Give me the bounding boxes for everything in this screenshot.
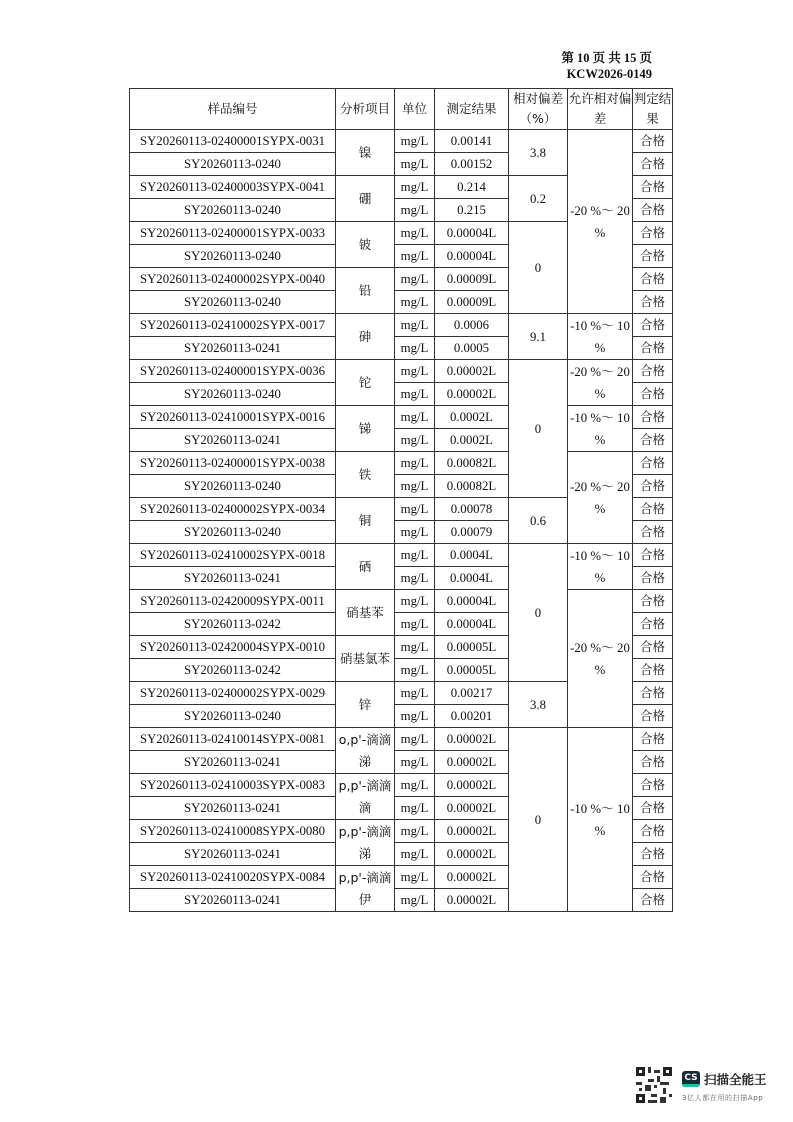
analysis-item-cell: 硝基氯苯: [336, 636, 395, 682]
verdict-cell: 合格: [633, 728, 673, 751]
unit-cell: mg/L: [395, 268, 435, 291]
unit-cell: mg/L: [395, 452, 435, 475]
analysis-item-cell: o,p'-滴滴涕: [336, 728, 395, 774]
sample-id-cell: SY20260113-0241: [130, 843, 336, 866]
result-cell: 0.00005L: [435, 659, 509, 682]
result-cell: 0.00002L: [435, 774, 509, 797]
allowed-deviation-cell: -10 %～ 10 %: [568, 406, 633, 452]
table-body: [130, 130, 673, 912]
result-cell: 0.00152: [435, 153, 509, 176]
result-cell: 0.0002L: [435, 429, 509, 452]
sample-id-cell: SY20260113-02400001SYPX-0036: [130, 360, 336, 383]
allowed-deviation-cell: -10 %～ 10 %: [568, 728, 633, 912]
sample-id-cell: SY20260113-02410008SYPX-0080: [130, 820, 336, 843]
result-cell: 0.00004L: [435, 613, 509, 636]
verdict-cell: 合格: [633, 613, 673, 636]
verdict-cell: 合格: [633, 866, 673, 889]
unit-cell: mg/L: [395, 475, 435, 498]
sample-id-cell: SY20260113-0241: [130, 797, 336, 820]
sample-id-cell: SY20260113-0240: [130, 521, 336, 544]
unit-cell: mg/L: [395, 199, 435, 222]
unit-cell: mg/L: [395, 659, 435, 682]
unit-cell: mg/L: [395, 176, 435, 199]
verdict-cell: 合格: [633, 291, 673, 314]
sample-id-cell: SY20260113-0240: [130, 475, 336, 498]
header-analysis-item: 分析项目: [336, 89, 395, 130]
unit-cell: mg/L: [395, 797, 435, 820]
unit-cell: mg/L: [395, 429, 435, 452]
sample-id-cell: SY20260113-02410020SYPX-0084: [130, 866, 336, 889]
result-cell: 0.00201: [435, 705, 509, 728]
result-cell: 0.00002L: [435, 843, 509, 866]
verdict-cell: 合格: [633, 521, 673, 544]
sample-id-cell: SY20260113-02400002SYPX-0034: [130, 498, 336, 521]
unit-cell: mg/L: [395, 682, 435, 705]
result-cell: 0.214: [435, 176, 509, 199]
result-cell: 0.0005: [435, 337, 509, 360]
sample-id-cell: SY20260113-0240: [130, 705, 336, 728]
sample-id-cell: SY20260113-02400001SYPX-0033: [130, 222, 336, 245]
sample-id-cell: SY20260113-02400002SYPX-0040: [130, 268, 336, 291]
verdict-cell: 合格: [633, 199, 673, 222]
unit-cell: mg/L: [395, 567, 435, 590]
sample-id-cell: SY20260113-0241: [130, 889, 336, 912]
unit-cell: mg/L: [395, 590, 435, 613]
relative-deviation-cell: 0: [509, 360, 568, 498]
unit-cell: mg/L: [395, 544, 435, 567]
relative-deviation-cell: 9.1: [509, 314, 568, 360]
qc-results-table: [129, 88, 673, 912]
table-row: [130, 728, 673, 751]
result-cell: 0.00004L: [435, 590, 509, 613]
unit-cell: mg/L: [395, 153, 435, 176]
verdict-cell: 合格: [633, 130, 673, 153]
result-cell: 0.00002L: [435, 866, 509, 889]
sample-id-cell: SY20260113-0242: [130, 659, 336, 682]
analysis-item-cell: 锑: [336, 406, 395, 452]
unit-cell: mg/L: [395, 820, 435, 843]
verdict-cell: 合格: [633, 429, 673, 452]
analysis-item-cell: 硼: [336, 176, 395, 222]
verdict-cell: 合格: [633, 406, 673, 429]
unit-cell: mg/L: [395, 130, 435, 153]
unit-cell: mg/L: [395, 360, 435, 383]
app-name: 扫描全能王: [704, 1072, 767, 1087]
relative-deviation-cell: 0: [509, 222, 568, 314]
sample-id-cell: SY20260113-0240: [130, 153, 336, 176]
sample-id-cell: SY20260113-0240: [130, 291, 336, 314]
unit-cell: mg/L: [395, 314, 435, 337]
verdict-cell: 合格: [633, 774, 673, 797]
scanner-watermark: [636, 1067, 776, 1111]
sample-id-cell: SY20260113-0241: [130, 429, 336, 452]
table-header-row: [130, 89, 673, 130]
verdict-cell: 合格: [633, 820, 673, 843]
result-cell: 0.0006: [435, 314, 509, 337]
unit-cell: mg/L: [395, 521, 435, 544]
verdict-cell: 合格: [633, 590, 673, 613]
unit-cell: mg/L: [395, 613, 435, 636]
sample-id-cell: SY20260113-0241: [130, 567, 336, 590]
sample-id-cell: SY20260113-02420009SYPX-0011: [130, 590, 336, 613]
sample-id-cell: SY20260113-0240: [130, 245, 336, 268]
verdict-cell: 合格: [633, 222, 673, 245]
sample-id-cell: SY20260113-0240: [130, 383, 336, 406]
result-cell: 0.00079: [435, 521, 509, 544]
result-cell: 0.00002L: [435, 383, 509, 406]
unit-cell: mg/L: [395, 222, 435, 245]
unit-cell: mg/L: [395, 774, 435, 797]
relative-deviation-cell: 0.6: [509, 498, 568, 544]
unit-cell: mg/L: [395, 245, 435, 268]
relative-deviation-cell: 3.8: [509, 130, 568, 176]
analysis-item-cell: 锌: [336, 682, 395, 728]
sample-id-cell: SY20260113-02400001SYPX-0031: [130, 130, 336, 153]
unit-cell: mg/L: [395, 705, 435, 728]
analysis-item-cell: p,p'-滴滴涕: [336, 820, 395, 866]
verdict-cell: 合格: [633, 337, 673, 360]
sample-id-cell: SY20260113-0241: [130, 751, 336, 774]
sample-id-cell: SY20260113-02410014SYPX-0081: [130, 728, 336, 751]
header-unit: 单位: [395, 89, 435, 130]
table-row: [130, 544, 673, 567]
unit-cell: mg/L: [395, 406, 435, 429]
unit-cell: mg/L: [395, 291, 435, 314]
header-allowed-deviation: 允许相对偏差: [568, 89, 633, 130]
result-cell: 0.00078: [435, 498, 509, 521]
verdict-cell: 合格: [633, 498, 673, 521]
verdict-cell: 合格: [633, 452, 673, 475]
analysis-item-cell: p,p'-滴滴滴: [336, 774, 395, 820]
sample-id-cell: SY20260113-02400001SYPX-0038: [130, 452, 336, 475]
relative-deviation-cell: 0: [509, 728, 568, 912]
analysis-item-cell: 镍: [336, 130, 395, 176]
verdict-cell: 合格: [633, 475, 673, 498]
verdict-cell: 合格: [633, 659, 673, 682]
result-cell: 0.0004L: [435, 567, 509, 590]
allowed-deviation-cell: -10 %～ 10 %: [568, 544, 633, 590]
sample-id-cell: SY20260113-02410002SYPX-0018: [130, 544, 336, 567]
table-row: [130, 314, 673, 337]
camscanner-logo-icon: CS: [682, 1071, 700, 1087]
verdict-cell: 合格: [633, 153, 673, 176]
unit-cell: mg/L: [395, 636, 435, 659]
allowed-deviation-cell: -20 %～ 20 %: [568, 452, 633, 544]
result-cell: 0.00009L: [435, 291, 509, 314]
table-row: [130, 360, 673, 383]
relative-deviation-cell: 0: [509, 544, 568, 682]
allowed-deviation-cell: -20 %～ 20 %: [568, 590, 633, 728]
unit-cell: mg/L: [395, 889, 435, 912]
result-cell: 0.00004L: [435, 222, 509, 245]
result-cell: 0.0002L: [435, 406, 509, 429]
table-row: [130, 452, 673, 475]
analysis-item-cell: 砷: [336, 314, 395, 360]
result-cell: 0.0004L: [435, 544, 509, 567]
result-cell: 0.00002L: [435, 360, 509, 383]
header-sample-id: 样品编号: [130, 89, 336, 130]
unit-cell: mg/L: [395, 728, 435, 751]
verdict-cell: 合格: [633, 245, 673, 268]
result-cell: 0.00217: [435, 682, 509, 705]
result-cell: 0.00082L: [435, 452, 509, 475]
header-result: 测定结果: [435, 89, 509, 130]
analysis-item-cell: p,p'-滴滴伊: [336, 866, 395, 912]
result-cell: 0.00002L: [435, 751, 509, 774]
header-relative-deviation: 相对偏差（%）: [509, 89, 568, 130]
table-row: [130, 590, 673, 613]
relative-deviation-cell: 3.8: [509, 682, 568, 728]
result-cell: 0.00141: [435, 130, 509, 153]
verdict-cell: 合格: [633, 544, 673, 567]
sample-id-cell: SY20260113-0242: [130, 613, 336, 636]
analysis-item-cell: 铜: [336, 498, 395, 544]
result-cell: 0.00002L: [435, 797, 509, 820]
report-number: KCW2026-0149: [566, 67, 652, 81]
verdict-cell: 合格: [633, 843, 673, 866]
allowed-deviation-cell: -10 %～ 10 %: [568, 314, 633, 360]
app-slogan: 3亿人都在用的扫描App: [682, 1094, 764, 1102]
analysis-item-cell: 铍: [336, 222, 395, 268]
result-cell: 0.215: [435, 199, 509, 222]
sample-id-cell: SY20260113-02400003SYPX-0041: [130, 176, 336, 199]
verdict-cell: 合格: [633, 383, 673, 406]
verdict-cell: 合格: [633, 360, 673, 383]
verdict-cell: 合格: [633, 705, 673, 728]
analysis-item-cell: 硝基苯: [336, 590, 395, 636]
relative-deviation-cell: 0.2: [509, 176, 568, 222]
verdict-cell: 合格: [633, 314, 673, 337]
unit-cell: mg/L: [395, 337, 435, 360]
sample-id-cell: SY20260113-02420004SYPX-0010: [130, 636, 336, 659]
verdict-cell: 合格: [633, 636, 673, 659]
table-row: [130, 130, 673, 153]
result-cell: 0.00002L: [435, 728, 509, 751]
sample-id-cell: SY20260113-02410001SYPX-0016: [130, 406, 336, 429]
result-cell: 0.00002L: [435, 820, 509, 843]
sample-id-cell: SY20260113-0240: [130, 199, 336, 222]
analysis-item-cell: 硒: [336, 544, 395, 590]
table-row: [130, 406, 673, 429]
sample-id-cell: SY20260113-02410002SYPX-0017: [130, 314, 336, 337]
analysis-item-cell: 铁: [336, 452, 395, 498]
page-indicator: 第 10 页 共 15 页: [561, 51, 652, 65]
header-verdict: 判定结果: [633, 89, 673, 130]
unit-cell: mg/L: [395, 751, 435, 774]
result-cell: 0.00005L: [435, 636, 509, 659]
verdict-cell: 合格: [633, 176, 673, 199]
result-cell: 0.00082L: [435, 475, 509, 498]
result-cell: 0.00009L: [435, 268, 509, 291]
verdict-cell: 合格: [633, 797, 673, 820]
allowed-deviation-cell: -20 %～ 20 %: [568, 130, 633, 314]
unit-cell: mg/L: [395, 498, 435, 521]
unit-cell: mg/L: [395, 383, 435, 406]
analysis-item-cell: 铊: [336, 360, 395, 406]
sample-id-cell: SY20260113-02410003SYPX-0083: [130, 774, 336, 797]
verdict-cell: 合格: [633, 751, 673, 774]
unit-cell: mg/L: [395, 843, 435, 866]
verdict-cell: 合格: [633, 268, 673, 291]
unit-cell: mg/L: [395, 866, 435, 889]
verdict-cell: 合格: [633, 682, 673, 705]
sample-id-cell: SY20260113-02400002SYPX-0029: [130, 682, 336, 705]
result-cell: 0.00004L: [435, 245, 509, 268]
allowed-deviation-cell: -20 %～ 20 %: [568, 360, 633, 406]
verdict-cell: 合格: [633, 567, 673, 590]
sample-id-cell: SY20260113-0241: [130, 337, 336, 360]
verdict-cell: 合格: [633, 889, 673, 912]
qr-code-icon: [636, 1067, 672, 1103]
result-cell: 0.00002L: [435, 889, 509, 912]
analysis-item-cell: 铅: [336, 268, 395, 314]
